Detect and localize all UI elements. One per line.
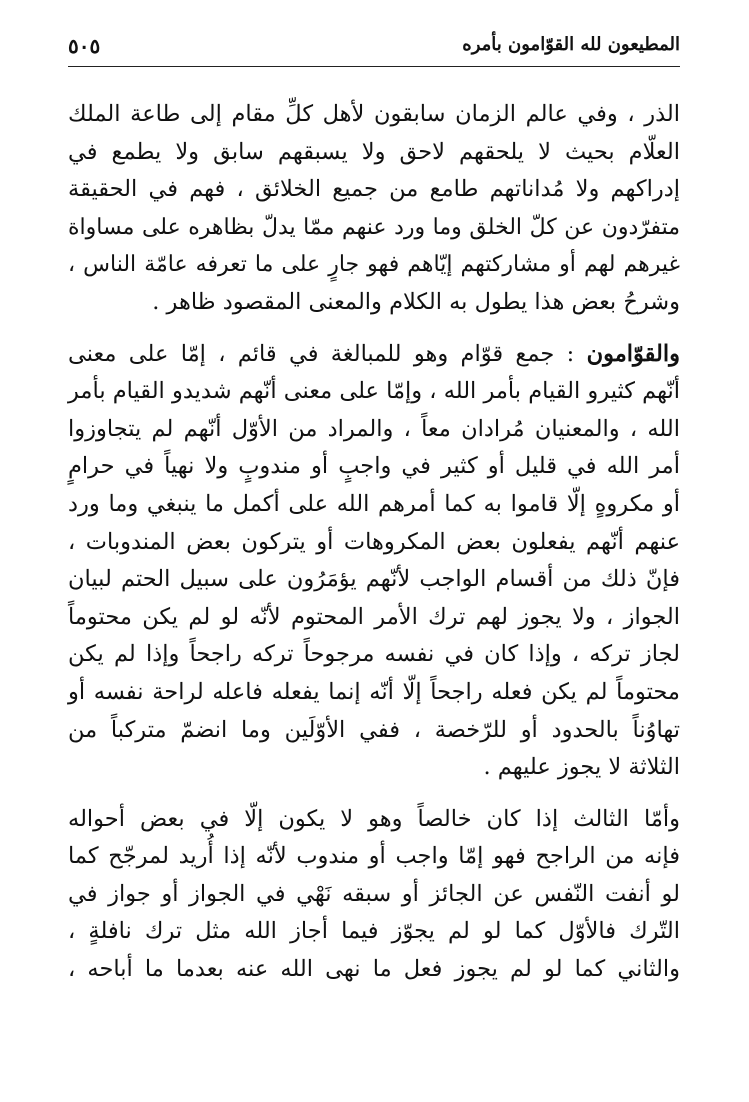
text-line: الله ، والمعنيان مُرادان معاً ، والمراد من الأوّل أنّهم لم يتجاوزوا xyxy=(68,415,680,442)
text-line: والثاني كما لو لم يجوز فعل ما نهى الله عنه بعدما ما أباحه ، xyxy=(68,956,680,983)
text-line: متفرّدون عن كلّ الخلق وما ورد عنهم ممّا يدلّ بظاهره على مساواة xyxy=(68,214,680,240)
text-line: غيرهم لهم أو مشاركتهم إيّاهم فهو جارٍ على ما تعرفه عامّة الناس ، xyxy=(68,252,680,278)
page-header xyxy=(68,28,680,64)
text-line xyxy=(68,336,680,374)
text-line: أو مكروهٍ إلّا قاموا به كما أمرهم الله على أكمل ما ينبغي وما ورد xyxy=(68,490,680,517)
text-line: أمر الله في قليل أو كثير في واجبٍ أو مندوبٍ ولا نهياً في حرامٍ xyxy=(68,453,680,480)
paragraph xyxy=(68,801,680,989)
text-line: فإنّ ذلك من أقسام الواجب لأنّهم يؤمَرُون على سبيل الحتم لبيان xyxy=(68,566,680,593)
running-title: المطيعون لله القوّامون بأمره xyxy=(462,34,680,55)
text-line: لو أنفت النّفس عن الجائز أو سبقه نَهْي في الجواز أو جواز في xyxy=(68,880,680,907)
text-line: وأمّا الثالث إذا كان خالصاً وهو لا يكون إلّا في بعض أحواله xyxy=(68,805,680,832)
text-line: العلّام بحيث لا يلحقهم لاحق ولا يسبقهم سابق ولا يطمع في xyxy=(68,138,680,165)
paragraph xyxy=(68,96,680,322)
text-line-rest: : جمع قوّام وهو للمبالغة في قائم ، إمّا على معنى xyxy=(68,340,587,367)
paragraph-gap xyxy=(68,322,680,336)
defined-term: والقوّامون xyxy=(586,340,680,367)
text-line: وشرحُ بعض هذا يطول به الكلام والمعنى المقصود ظاهر . xyxy=(152,288,680,315)
text-line: تهاوُناً بالحدود أو للرّخصة ، ففي الأوّلَين وما انضمّ متركباً من xyxy=(68,716,680,743)
header-rule xyxy=(68,66,680,67)
text-line: الثلاثة لا يجوز عليهم . xyxy=(483,754,680,781)
paragraph xyxy=(68,336,680,787)
text-line: أنّهم كثيرو القيام بأمر الله ، وإمّا على معنى أنّهم شديدو القيام بأمر xyxy=(68,378,680,405)
text-line: فإنه من الراجح فهو إمّا واجب أو مندوب لأنّه إذا أُريد لمرجّح كما xyxy=(68,843,680,870)
text-line: الذر ، وفي عالم الزمان سابقون لأهل كلِّ مقام إلى طاعة الملك xyxy=(68,101,680,127)
text-line: إدراكهم ولا مُداناتهم طامع من جميع الخلائق ، فهم في الحقيقة xyxy=(68,176,680,203)
text-line: الجواز ، ولا يجوز لهم ترك الأمر المحتوم لأنّه لو لم يكن محتوماً xyxy=(68,603,680,630)
text-line: محتوماً لم يكن فعله راجحاً إلّا أنّه إنما يفعله فاعله لراحة نفسه أو xyxy=(68,678,680,705)
page-number: ٥٠٥ xyxy=(68,34,101,58)
text-line: عنهم أنّهم يفعلون بعض المكروهات أو يتركون بعض المندوبات ، xyxy=(68,528,680,555)
text-line: التّرك فالأوّل كما لو لم يجوّز فيما أجاز الله مثل ترك نافلةٍ ، xyxy=(68,918,680,945)
paragraph-gap xyxy=(68,787,680,801)
body-text xyxy=(68,96,680,989)
text-line: لجاز تركه ، وإذا كان في نفسه مرجوحاً تركه راجحاً وإذا لم يكن xyxy=(68,641,680,668)
